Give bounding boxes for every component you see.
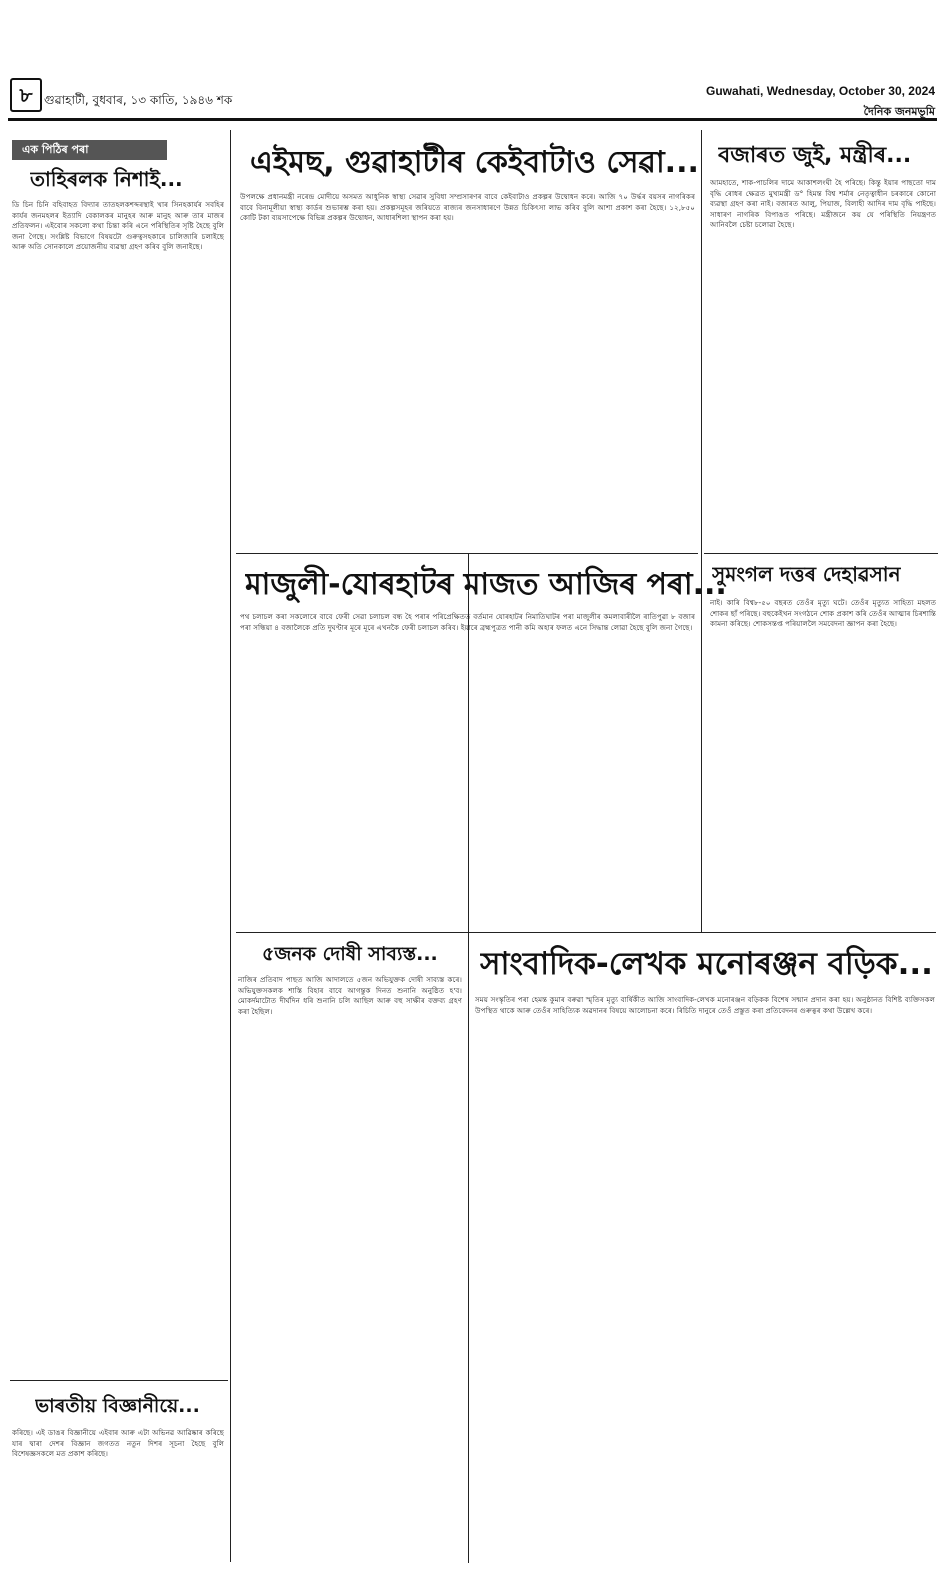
section-rule xyxy=(236,932,936,933)
headline-market: বজাৰত জুই, মন্ত্ৰীৰ... xyxy=(718,143,912,168)
page-number: ৮ xyxy=(10,78,42,112)
story-body-tahir: ডি চিন চিনি বহিবাহত বিদ্যাৰ তাতহলকশব্দৰস্থাই খাৰ সিনহকাৰ্যৰ সবহিৰ কাৰ্যৰ জনমহলৰ ইত্যাদি বেকালকৰ মানুহৰ আৰু মানুহ আৰু তাৰ মাজৰ প্ৰতিফলন। এইবোৰ সকলো কথা চিন্তা কৰি এনে পৰিস্থিতিৰ সৃষ্টি হৈছে বুলি জনা গৈছে। সংশ্লিষ্ট বিভাগে বিষয়টো গুৰুত্বসহকাৰে চালিজাৰি চলাইছে আৰু অতি সোনকালে প্ৰয়োজনীয় ব্যৱস্থা গ্ৰহণ কৰিব বুলি জনাইছে। xyxy=(12,200,224,252)
story-body-market: আমহাতে, শাক-পাচলিৰ দামে আকাশলংঘী হৈ পৰিছে। কিন্তু ইয়াৰ পাছতো দাম বৃদ্ধি ৰোধৰ ক্ষেত্ৰত মুখ্যমন্ত্ৰী ড° হিমন্ত বিশ্ব শৰ্মাৰ নেতৃত্বাধীন চৰকাৰে কোনো ব্যৱস্থা গ্ৰহণ কৰা নাই। বজাৰত আলু, পিয়াজ, বিলাহী আদিৰ দাম বৃদ্ধি পাইছে। সাধাৰণ নাগৰিক বিপাঙত পৰিছে। মন্ত্ৰীজনে কয় যে পৰিস্থিতি নিয়ন্ত্ৰণত আনিবলৈ চেষ্টা চলোৱা হৈছে। xyxy=(710,178,936,230)
header-date-english: Guwahati, Wednesday, October 30, 2024 xyxy=(706,84,935,98)
story-body-majuli: পথ চলাচল কৰা সকলোৰে বাবে ফেৰী সেৱা চলাচল বন্ধ হৈ পৰাৰ পৰিপ্ৰেক্ষিতত বৰ্তমান যোৰহাটৰ নিমাতিঘাটৰ পৰা মাজুলীৰ কমলাবাৰীলৈ ৰাতিপুৱা ৮ বজাৰ পৰা সন্ধিয়া ৪ বজালৈকে প্ৰতি দুঘণ্টাৰ মূৰে মূৰে এখনকৈ ফেৰী চলাচল কৰিব। ইয়াৰে ব্ৰহ্মপুত্ৰত পানী কমি অহাৰ ফলত এনে সিদ্ধান্ত লোৱা হৈছে বুলি জনা গৈছে। xyxy=(240,612,695,632)
section-rule xyxy=(236,553,698,554)
column-divider xyxy=(701,130,702,932)
header-rule xyxy=(8,118,937,121)
headline-dutta: সুমংগল দত্তৰ দেহাৱসান xyxy=(712,562,901,586)
headline-journalist: সাংবাদিক-লেখক মনোৰঞ্জন বড়িক... xyxy=(480,946,933,982)
story-body-dutta: নাই। কাৰি বিশ্ব৮-৫০ বছৰত তেওঁৰ মৃত্যু ঘটে। তেওঁৰ মৃত্যুত সাহিত্য মহলত শোকৰ ছাঁ পৰিছে। বহুকেইখন সংগঠনে শোক প্ৰকাশ কৰি তেওঁৰ আত্মাৰ চিৰশান্তি কামনা কৰিছে। শোকসন্তপ্ত পৰিয়াললৈ সমবেদনা জ্ঞাপন কৰা হৈছে। xyxy=(710,598,936,629)
headline-tahir: তাহিৰলক নিশাই... xyxy=(30,167,183,191)
story-body-scientist: কৰিছে। এই ডাঙৰ বিজ্ঞানীয়ে এইবাৰ আৰু এটা অভিনৱ আৱিষ্কাৰ কৰিছে যাৰ দ্বাৰা দেশৰ বিজ্ঞান জগতত নতুন দিশৰ সূচনা হৈছে বুলি বিশেষজ্ঞসকলে মত প্ৰকাশ কৰিছে। xyxy=(12,1428,224,1459)
header-date-assamese: গুৱাহাটী, বুধবাৰ, ১৩ কাতি, ১৯৪৬ শক xyxy=(44,93,233,107)
headline-convict: ৫জনক দোষী সাব্যস্ত... xyxy=(262,943,438,965)
section-rule xyxy=(10,1380,228,1381)
story-body-convict: নাজিৰ প্ৰতিবাদ পাছত আজি আদালতে ৫জন অভিযুক্তক দোষী সাব্যস্ত কৰে। অভিযুক্তসকলক শাস্তি বিহাৰ বাবে আগন্তুক দিনত শুনানি অনুষ্ঠিত হ'ব। মোকৰ্দমাটোত দীৰ্ঘদিন ধৰি শুনানি চলি আছিল আৰু বহু সাক্ষীৰ বক্তব্য গ্ৰহণ কৰা হৈছিল। xyxy=(238,975,462,1016)
headline-scientist: ভাৰতীয় বিজ্ঞানীয়ে... xyxy=(35,1395,200,1417)
headline-majuli: মাজুলী-যোৰহাটৰ মাজত আজিৰ পৰা... xyxy=(245,567,727,602)
section-rule xyxy=(704,553,938,554)
continued-label: এক পিঠিৰ পৰা xyxy=(12,140,167,160)
masthead: দৈনিক জনমভূমি xyxy=(863,105,935,118)
headline-aiims: এইমছ, গুৱাহাটীৰ কেইবাটাও সেৱা... xyxy=(250,145,699,180)
column-divider xyxy=(230,130,231,1562)
story-body-aiims: উপলক্ষে প্ৰধানমন্ত্ৰী নৰেন্দ্ৰ মোদীয়ে অসমত আধুনিক স্বাস্থ্য সেৱাৰ সুবিধা সম্প্ৰসাৰণৰ বাবে কেইবাটাও প্ৰকল্পৰ উদ্বোধন কৰে। আজি ৭০ উৰ্দ্ধৰ বয়সৰ নাগৰিকৰ বাবে বিনামূলীয়া স্বাস্থ্য কাৰ্ডৰ শুভাৰম্ভ কৰা হয়। প্ৰকল্পসমূহৰ জৰিয়তে ৰাজ্যৰ জনসাধাৰণে উন্নত চিকিৎসা লাভ কৰিব বুলি আশা প্ৰকাশ কৰা হৈছে। ১২,৮৫০ কোটি টকা ব্যয়সাপেক্ষে বিভিন্ন প্ৰকল্পৰ উদ্বোধন, আধাৰশিলা স্থাপন কৰা হয়। xyxy=(240,192,695,223)
story-body-journalist: সময় সংস্কৃতিৰ পৰা হেমন্ত কুমাৰ বৰুৱা স্মৃতিৰ মৃত্যু বাৰ্ষিকীত আজি সাংবাদিক-লেখক মনোৰঞ্জন বড়িকক বিশেষ সন্মান প্ৰদান কৰা হয়। অনুষ্ঠানত বিশিষ্ট ব্যক্তিসকল উপস্থিত থাকে আৰু তেওঁৰ সাহিত্যিক অৱদানৰ বিষয়ে আলোচনা কৰে। ৰিচিতি দানুৰে তেওঁ প্ৰস্তুত কৰা প্ৰতিবেদনৰ গুৰুত্বৰ কথা উল্লেখ কৰে। xyxy=(475,995,935,1015)
